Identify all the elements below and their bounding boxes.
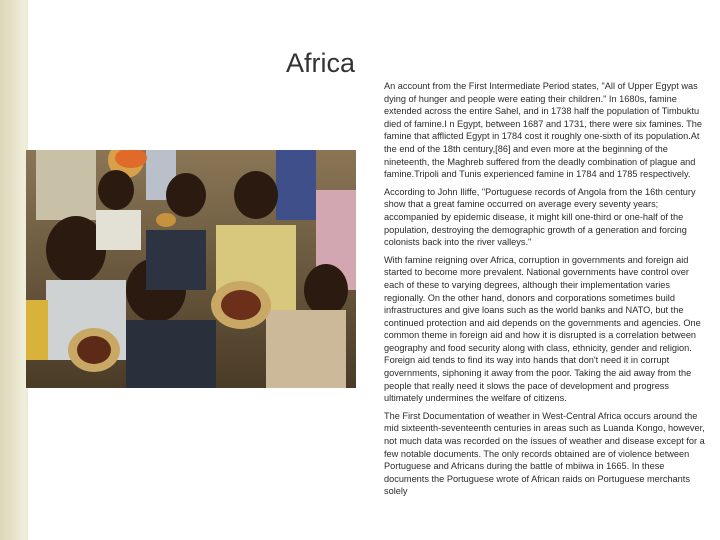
photo-children-eating <box>26 150 356 388</box>
paragraph-4: The First Documentation of weather in West-Central Africa occurs around the mid sixteenth-seventeenth centuries in areas such as Luanda Kongo, however, not much data was recorded on the issues of weather and disease except for a few notable documents. The only records obtained are of violence between Portuguese and Africans during the battle of mbiiwa in 1665. In these documents the Portuguese wrote of African raids on Portuguese merchants solely <box>384 410 705 497</box>
paragraph-1: An account from the First Intermediate Period states, "All of Upper Egypt was dying of hunger and people were eating their children." In 1680s, famine extended across the entire Sahel, and in 1738 half the population of Timbuktu died of famine.I n Egypt, between 1687 and 1731, there were six famines. The famine that afflicted Egypt in 1784 cost it roughly one-sixth of its population.At the end of the 18th century,[86] and even more at the beginning of the nineteenth, the Maghreb suffered from the deadly combination of plague and famine.Tripoli and Tunis experienced famine in 1784 and 1785 respectively. <box>384 81 703 180</box>
paragraph-2: According to John Iliffe, "Portuguese records of Angola from the 16th century show that a great famine occurred on average every seventy years; accompanied by epidemic disease, it might kill one-third or one-half of the population, destroying the demographic growth of a generation and forcing colonists back into the river valleys." <box>384 186 696 248</box>
decorative-side-bar <box>0 0 26 540</box>
paragraph-3: With famine reigning over Africa, corruption in governments and foreign aid started to become more prevalent. National governments have control over each of these to varying degrees, although their implementation varies regionally. On the other hand, donors and corporations sometimes build infrastructures and give loans such as the world banks and NATO, but the continued protection and aid depends on the governments and agencies. One common theme in foreign aid and how it is disrupted is a correlation between geography and food security along with class, ethnicity, gender and religion. Foreign aid tends to find its way into hands that don't need it in corrupt governments, siphoning it away from the poor. Taking the aid away from the people that really need it slows the pace of development and progress ultimately undermines the welfare of citizens. <box>384 254 701 404</box>
body-text <box>384 80 706 503</box>
slide-title: Africa <box>286 48 356 78</box>
